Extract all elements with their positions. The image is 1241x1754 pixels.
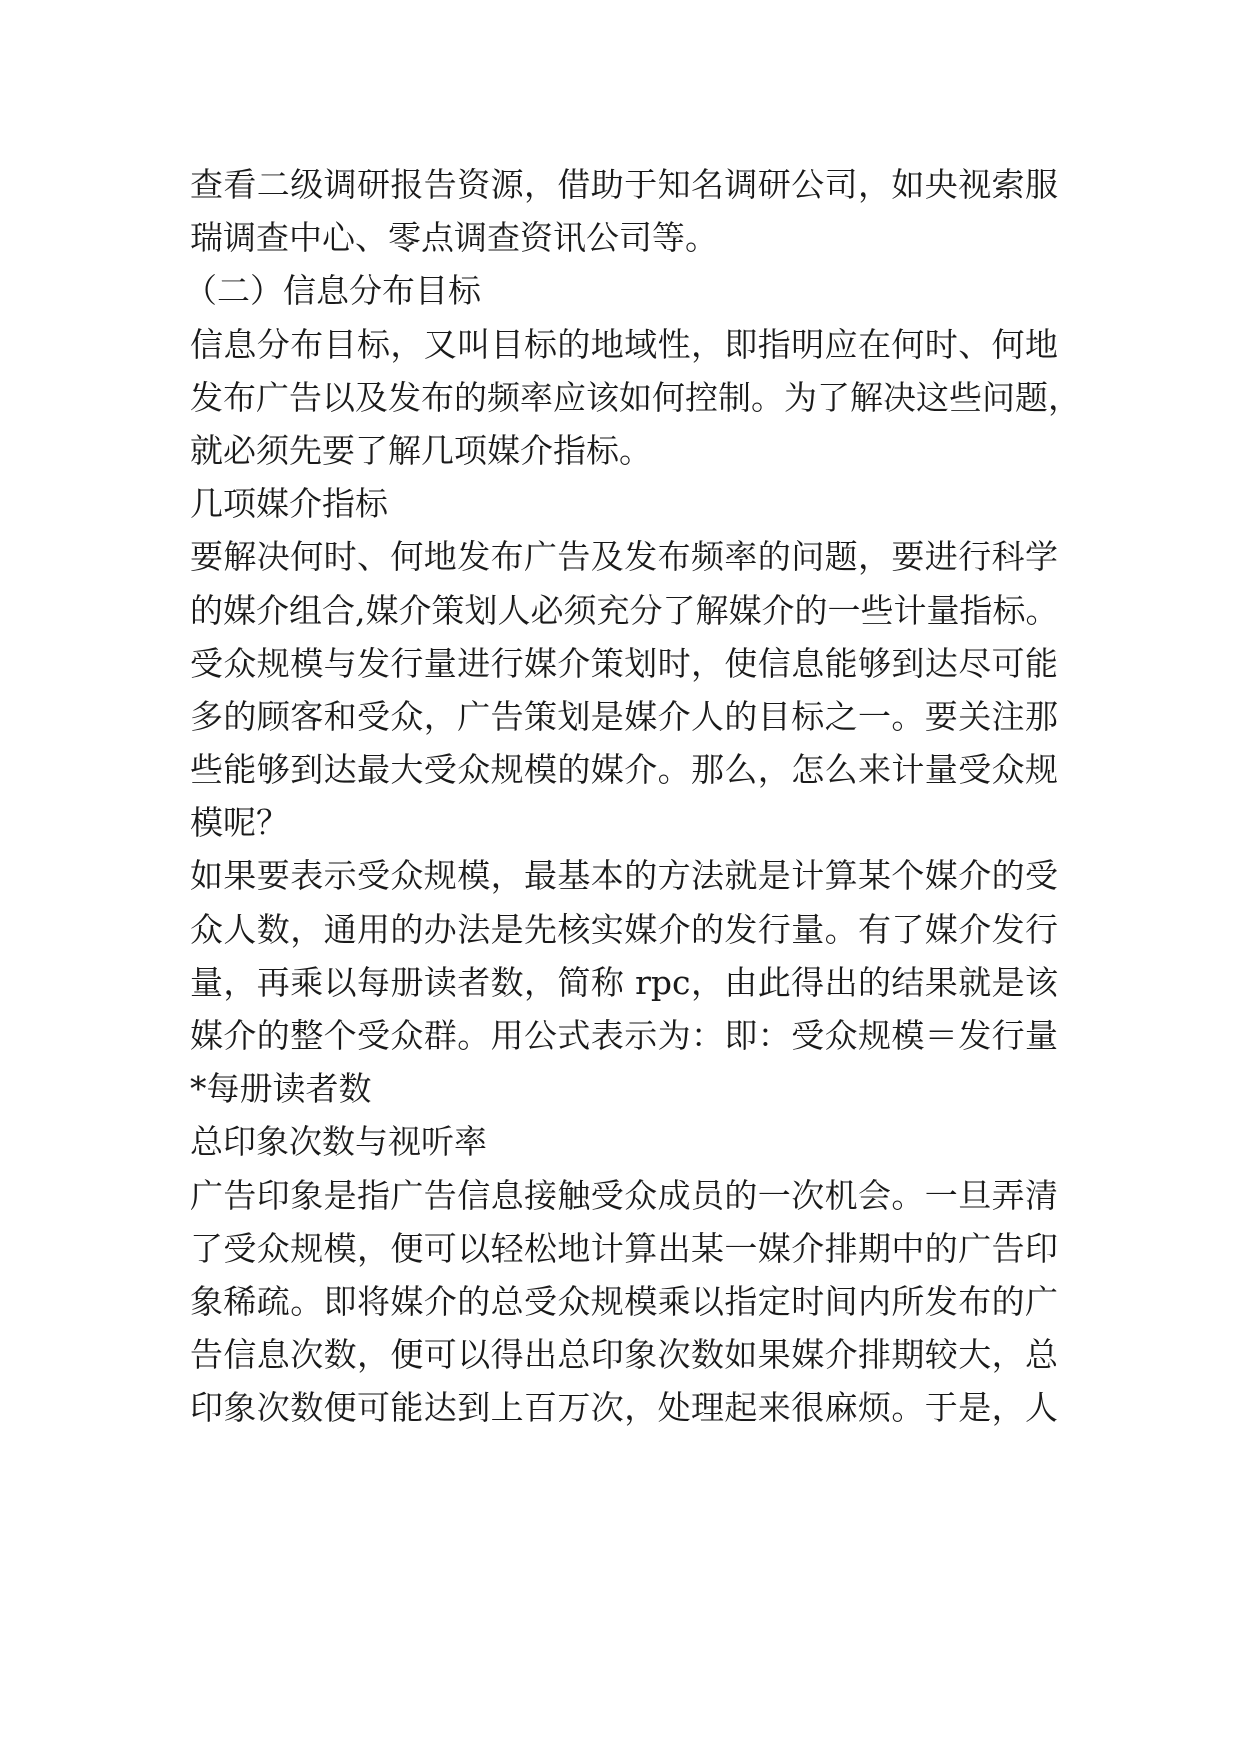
text-line: 的媒介组合,媒介策划人必须充分了解媒介的一些计量指标。 <box>190 590 1059 630</box>
text-line: 告信息次数，便可以得出总印象次数如果媒介排期较大，总 <box>190 1335 1058 1375</box>
document-body <box>184 158 1081 1435</box>
text-line: 量，再乘以每册读者数，简称 rpc，由此得出的结果就是该 <box>190 962 1058 1002</box>
text-line: 模呢？ <box>190 803 289 843</box>
text-line: *每册读者数 <box>190 1069 372 1109</box>
paragraph-gross-impressions <box>190 1169 1058 1435</box>
paragraph-audience-size-formula <box>190 849 1058 1115</box>
paragraph-info-distribution-goal <box>190 318 1081 478</box>
text-line: 瑞调查中心、零点调查资讯公司等。 <box>190 218 718 258</box>
text-line: 众人数，通用的办法是先核实媒介的发行量。有了媒介发行 <box>190 909 1058 949</box>
section-heading: 几项媒介指标 <box>190 484 388 524</box>
text-line: 媒介的整个受众群。用公式表示为：即：受众规模＝发行量 <box>190 1016 1058 1055</box>
text-line: 了受众规模，便可以轻松地计算出某一媒介排期中的广告印 <box>190 1228 1058 1268</box>
text-line: 广告印象是指广告信息接触受众成员的一次机会。一旦弄清 <box>190 1175 1058 1215</box>
text-line: 多的顾客和受众，广告策划是媒介人的目标之一。要关注那 <box>190 696 1058 736</box>
text-line: 如果要表示受众规模，最基本的方法就是计算某个媒介的受 <box>190 856 1058 896</box>
text-line: 受众规模与发行量进行媒介策划时，使信息能够到达尽可能 <box>190 643 1058 683</box>
text-line: 要解决何时、何地发布广告及发布频率的问题，要进行科学 <box>190 537 1058 577</box>
text-line: 信息分布目标，又叫目标的地域性，即指明应在何时、何地 <box>190 324 1058 364</box>
text-line: 些能够到达最大受众规模的媒介。那么，怎么来计量受众规 <box>190 750 1058 790</box>
section-heading: 总印象次数与视听率 <box>190 1122 487 1162</box>
text-line: 发布广告以及发布的频率应该如何控制。为了解决这些问题， <box>190 377 1081 417</box>
heading-gross-impressions <box>190 1115 1058 1168</box>
paragraph-media-indicators <box>190 530 1058 849</box>
text-line: 象稀疏。即将媒介的总受众规模乘以指定时间内所发布的广 <box>190 1281 1058 1321</box>
heading-info-distribution-goal <box>184 264 1058 317</box>
paragraph-research-resources <box>190 158 1058 264</box>
section-heading: （二）信息分布目标 <box>184 271 481 311</box>
text-line: 印象次数便可能达到上百万次，处理起来很麻烦。于是，人 <box>190 1388 1058 1428</box>
heading-media-indicators <box>190 477 1058 530</box>
text-line: 就必须先要了解几项媒介指标。 <box>190 430 652 470</box>
text-line: 查看二级调研报告资源，借助于知名调研公司，如央视索服 <box>190 165 1058 204</box>
